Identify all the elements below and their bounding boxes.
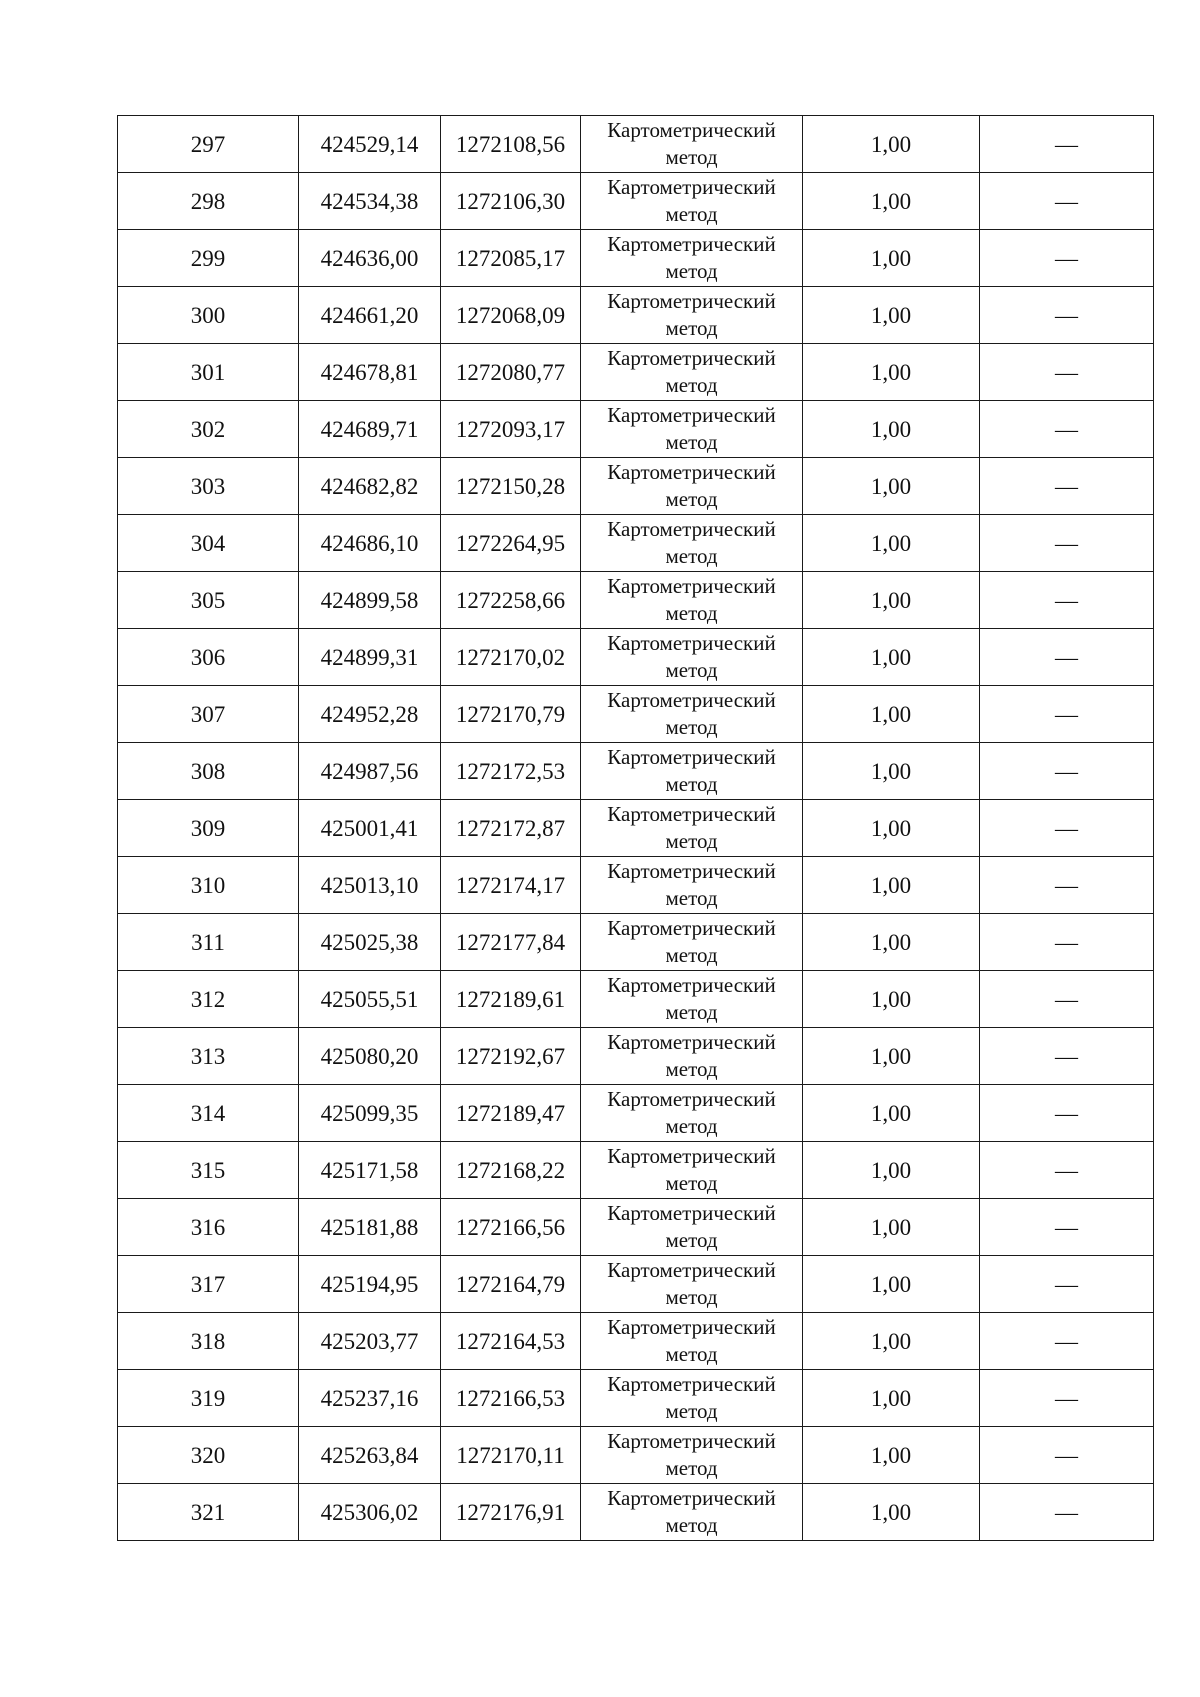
x-coordinate-cell: 425263,84	[299, 1427, 441, 1484]
y-coordinate-cell: 1272106,30	[441, 173, 581, 230]
y-coordinate-cell: 1272080,77	[441, 344, 581, 401]
method-cell	[581, 116, 803, 173]
method-cell	[581, 401, 803, 458]
method-cell	[581, 287, 803, 344]
accuracy-cell: 1,00	[803, 230, 980, 287]
table-row	[118, 515, 1154, 572]
accuracy-cell: 1,00	[803, 515, 980, 572]
point-number-cell: 304	[118, 515, 299, 572]
table-row	[118, 1427, 1154, 1484]
method-line-1: Картометрический	[607, 460, 776, 484]
table-row	[118, 800, 1154, 857]
method-cell	[581, 1142, 803, 1199]
table-row	[118, 1028, 1154, 1085]
y-coordinate-cell: 1272164,79	[441, 1256, 581, 1313]
description-cell: —	[980, 1256, 1154, 1313]
coordinates-table	[117, 115, 1154, 1541]
method-line-2: метод	[665, 373, 718, 397]
method-cell	[581, 230, 803, 287]
table-row	[118, 572, 1154, 629]
point-number-cell: 307	[118, 686, 299, 743]
x-coordinate-cell: 424678,81	[299, 344, 441, 401]
y-coordinate-cell: 1272150,28	[441, 458, 581, 515]
x-coordinate-cell: 425194,95	[299, 1256, 441, 1313]
point-number-cell: 298	[118, 173, 299, 230]
x-coordinate-cell: 425181,88	[299, 1199, 441, 1256]
description-cell: —	[980, 1484, 1154, 1541]
x-coordinate-cell: 425171,58	[299, 1142, 441, 1199]
y-coordinate-cell: 1272177,84	[441, 914, 581, 971]
x-coordinate-cell: 425237,16	[299, 1370, 441, 1427]
method-line-2: метод	[665, 886, 718, 910]
accuracy-cell: 1,00	[803, 1370, 980, 1427]
accuracy-cell: 1,00	[803, 401, 980, 458]
point-number-cell: 313	[118, 1028, 299, 1085]
method-line-1: Картометрический	[607, 1486, 776, 1510]
table-row	[118, 401, 1154, 458]
method-cell	[581, 629, 803, 686]
method-line-1: Картометрический	[607, 517, 776, 541]
y-coordinate-cell: 1272172,53	[441, 743, 581, 800]
method-line-2: метод	[665, 1399, 718, 1423]
x-coordinate-cell: 424686,10	[299, 515, 441, 572]
table-row	[118, 173, 1154, 230]
description-cell: —	[980, 1028, 1154, 1085]
method-cell	[581, 914, 803, 971]
accuracy-cell: 1,00	[803, 1142, 980, 1199]
table-row	[118, 287, 1154, 344]
method-line-2: метод	[665, 1456, 718, 1480]
x-coordinate-cell: 424529,14	[299, 116, 441, 173]
accuracy-cell: 1,00	[803, 686, 980, 743]
point-number-cell: 308	[118, 743, 299, 800]
description-cell: —	[980, 515, 1154, 572]
method-line-1: Картометрический	[607, 1087, 776, 1111]
method-cell	[581, 344, 803, 401]
table-row	[118, 857, 1154, 914]
description-cell: —	[980, 116, 1154, 173]
y-coordinate-cell: 1272189,61	[441, 971, 581, 1028]
method-line-2: метод	[665, 145, 718, 169]
x-coordinate-cell: 425001,41	[299, 800, 441, 857]
x-coordinate-cell: 424682,82	[299, 458, 441, 515]
method-line-1: Картометрический	[607, 688, 776, 712]
method-line-2: метод	[665, 1228, 718, 1252]
method-line-2: метод	[665, 772, 718, 796]
description-cell: —	[980, 1142, 1154, 1199]
description-cell: —	[980, 458, 1154, 515]
x-coordinate-cell: 424899,31	[299, 629, 441, 686]
method-line-2: метод	[665, 1000, 718, 1024]
accuracy-cell: 1,00	[803, 344, 980, 401]
point-number-cell: 315	[118, 1142, 299, 1199]
method-line-1: Картометрический	[607, 916, 776, 940]
point-number-cell: 311	[118, 914, 299, 971]
description-cell: —	[980, 287, 1154, 344]
method-cell	[581, 572, 803, 629]
method-line-1: Картометрический	[607, 859, 776, 883]
method-cell	[581, 1199, 803, 1256]
method-cell	[581, 515, 803, 572]
table-row	[118, 344, 1154, 401]
accuracy-cell: 1,00	[803, 1199, 980, 1256]
y-coordinate-cell: 1272093,17	[441, 401, 581, 458]
accuracy-cell: 1,00	[803, 1085, 980, 1142]
y-coordinate-cell: 1272172,87	[441, 800, 581, 857]
method-cell	[581, 1313, 803, 1370]
method-line-1: Картометрический	[607, 1429, 776, 1453]
description-cell: —	[980, 1313, 1154, 1370]
method-line-1: Картометрический	[607, 289, 776, 313]
method-cell	[581, 458, 803, 515]
method-line-2: метод	[665, 1171, 718, 1195]
method-line-2: метод	[665, 430, 718, 454]
method-line-2: метод	[665, 1057, 718, 1081]
table-row	[118, 914, 1154, 971]
method-cell	[581, 800, 803, 857]
x-coordinate-cell: 424987,56	[299, 743, 441, 800]
point-number-cell: 309	[118, 800, 299, 857]
method-line-2: метод	[665, 487, 718, 511]
point-number-cell: 301	[118, 344, 299, 401]
description-cell: —	[980, 1370, 1154, 1427]
description-cell: —	[980, 914, 1154, 971]
method-cell	[581, 1256, 803, 1313]
x-coordinate-cell: 425055,51	[299, 971, 441, 1028]
method-cell	[581, 1427, 803, 1484]
y-coordinate-cell: 1272068,09	[441, 287, 581, 344]
table-row	[118, 743, 1154, 800]
table-row	[118, 686, 1154, 743]
method-line-1: Картометрический	[607, 574, 776, 598]
description-cell: —	[980, 800, 1154, 857]
point-number-cell: 312	[118, 971, 299, 1028]
accuracy-cell: 1,00	[803, 116, 980, 173]
method-line-2: метод	[665, 259, 718, 283]
y-coordinate-cell: 1272085,17	[441, 230, 581, 287]
method-line-2: метод	[665, 715, 718, 739]
table-row	[118, 1085, 1154, 1142]
y-coordinate-cell: 1272170,02	[441, 629, 581, 686]
point-number-cell: 303	[118, 458, 299, 515]
x-coordinate-cell: 424952,28	[299, 686, 441, 743]
point-number-cell: 305	[118, 572, 299, 629]
method-line-1: Картометрический	[607, 118, 776, 142]
x-coordinate-cell: 425203,77	[299, 1313, 441, 1370]
point-number-cell: 302	[118, 401, 299, 458]
table-row	[118, 458, 1154, 515]
point-number-cell: 319	[118, 1370, 299, 1427]
description-cell: —	[980, 857, 1154, 914]
accuracy-cell: 1,00	[803, 572, 980, 629]
method-line-2: метод	[665, 658, 718, 682]
method-line-1: Картометрический	[607, 745, 776, 769]
point-number-cell: 306	[118, 629, 299, 686]
description-cell: —	[980, 1427, 1154, 1484]
method-line-2: метод	[665, 1513, 718, 1537]
method-line-1: Картометрический	[607, 1030, 776, 1054]
accuracy-cell: 1,00	[803, 914, 980, 971]
point-number-cell: 300	[118, 287, 299, 344]
accuracy-cell: 1,00	[803, 1028, 980, 1085]
method-line-1: Картометрический	[607, 973, 776, 997]
x-coordinate-cell: 424636,00	[299, 230, 441, 287]
x-coordinate-cell: 425306,02	[299, 1484, 441, 1541]
x-coordinate-cell: 425080,20	[299, 1028, 441, 1085]
y-coordinate-cell: 1272168,22	[441, 1142, 581, 1199]
method-line-1: Картометрический	[607, 631, 776, 655]
table-row	[118, 1142, 1154, 1199]
method-cell	[581, 1484, 803, 1541]
method-cell	[581, 1028, 803, 1085]
accuracy-cell: 1,00	[803, 1313, 980, 1370]
point-number-cell: 299	[118, 230, 299, 287]
y-coordinate-cell: 1272170,79	[441, 686, 581, 743]
table-row	[118, 1484, 1154, 1541]
y-coordinate-cell: 1272174,17	[441, 857, 581, 914]
accuracy-cell: 1,00	[803, 1427, 980, 1484]
method-line-2: метод	[665, 316, 718, 340]
method-line-1: Картометрический	[607, 346, 776, 370]
accuracy-cell: 1,00	[803, 287, 980, 344]
y-coordinate-cell: 1272264,95	[441, 515, 581, 572]
method-line-1: Картометрический	[607, 403, 776, 427]
point-number-cell: 321	[118, 1484, 299, 1541]
method-line-2: метод	[665, 202, 718, 226]
accuracy-cell: 1,00	[803, 1256, 980, 1313]
method-line-1: Картометрический	[607, 1144, 776, 1168]
point-number-cell: 320	[118, 1427, 299, 1484]
description-cell: —	[980, 629, 1154, 686]
method-cell	[581, 743, 803, 800]
x-coordinate-cell: 425013,10	[299, 857, 441, 914]
x-coordinate-cell: 424899,58	[299, 572, 441, 629]
y-coordinate-cell: 1272189,47	[441, 1085, 581, 1142]
table-row	[118, 1256, 1154, 1313]
table-row	[118, 971, 1154, 1028]
accuracy-cell: 1,00	[803, 800, 980, 857]
table-row	[118, 1199, 1154, 1256]
y-coordinate-cell: 1272166,56	[441, 1199, 581, 1256]
y-coordinate-cell: 1272164,53	[441, 1313, 581, 1370]
y-coordinate-cell: 1272176,91	[441, 1484, 581, 1541]
x-coordinate-cell: 424534,38	[299, 173, 441, 230]
method-line-1: Картометрический	[607, 1258, 776, 1282]
y-coordinate-cell: 1272170,11	[441, 1427, 581, 1484]
table-row	[118, 1313, 1154, 1370]
method-cell	[581, 686, 803, 743]
description-cell: —	[980, 344, 1154, 401]
description-cell: —	[980, 971, 1154, 1028]
point-number-cell: 314	[118, 1085, 299, 1142]
method-line-2: метод	[665, 943, 718, 967]
method-cell	[581, 971, 803, 1028]
description-cell: —	[980, 173, 1154, 230]
description-cell: —	[980, 401, 1154, 458]
method-line-2: метод	[665, 1285, 718, 1309]
accuracy-cell: 1,00	[803, 1484, 980, 1541]
table-row	[118, 629, 1154, 686]
point-number-cell: 317	[118, 1256, 299, 1313]
accuracy-cell: 1,00	[803, 629, 980, 686]
description-cell: —	[980, 572, 1154, 629]
method-line-1: Картометрический	[607, 1315, 776, 1339]
table-row	[118, 230, 1154, 287]
accuracy-cell: 1,00	[803, 857, 980, 914]
method-line-1: Картометрический	[607, 1372, 776, 1396]
method-cell	[581, 1085, 803, 1142]
accuracy-cell: 1,00	[803, 743, 980, 800]
method-line-2: метод	[665, 1342, 718, 1366]
description-cell: —	[980, 230, 1154, 287]
description-cell: —	[980, 1199, 1154, 1256]
y-coordinate-cell: 1272258,66	[441, 572, 581, 629]
table-row	[118, 1370, 1154, 1427]
accuracy-cell: 1,00	[803, 971, 980, 1028]
method-line-1: Картометрический	[607, 1201, 776, 1225]
method-line-1: Картометрический	[607, 232, 776, 256]
point-number-cell: 316	[118, 1199, 299, 1256]
y-coordinate-cell: 1272166,53	[441, 1370, 581, 1427]
method-line-1: Картометрический	[607, 802, 776, 826]
method-line-1: Картометрический	[607, 175, 776, 199]
x-coordinate-cell: 424661,20	[299, 287, 441, 344]
method-cell	[581, 173, 803, 230]
method-line-2: метод	[665, 544, 718, 568]
method-cell	[581, 857, 803, 914]
point-number-cell: 310	[118, 857, 299, 914]
description-cell: —	[980, 686, 1154, 743]
table-row	[118, 116, 1154, 173]
table-body	[118, 116, 1154, 1541]
y-coordinate-cell: 1272192,67	[441, 1028, 581, 1085]
point-number-cell: 297	[118, 116, 299, 173]
method-line-2: метод	[665, 1114, 718, 1138]
description-cell: —	[980, 1085, 1154, 1142]
method-cell	[581, 1370, 803, 1427]
method-line-2: метод	[665, 601, 718, 625]
x-coordinate-cell: 424689,71	[299, 401, 441, 458]
x-coordinate-cell: 425025,38	[299, 914, 441, 971]
y-coordinate-cell: 1272108,56	[441, 116, 581, 173]
method-line-2: метод	[665, 829, 718, 853]
x-coordinate-cell: 425099,35	[299, 1085, 441, 1142]
accuracy-cell: 1,00	[803, 173, 980, 230]
description-cell: —	[980, 743, 1154, 800]
point-number-cell: 318	[118, 1313, 299, 1370]
accuracy-cell: 1,00	[803, 458, 980, 515]
